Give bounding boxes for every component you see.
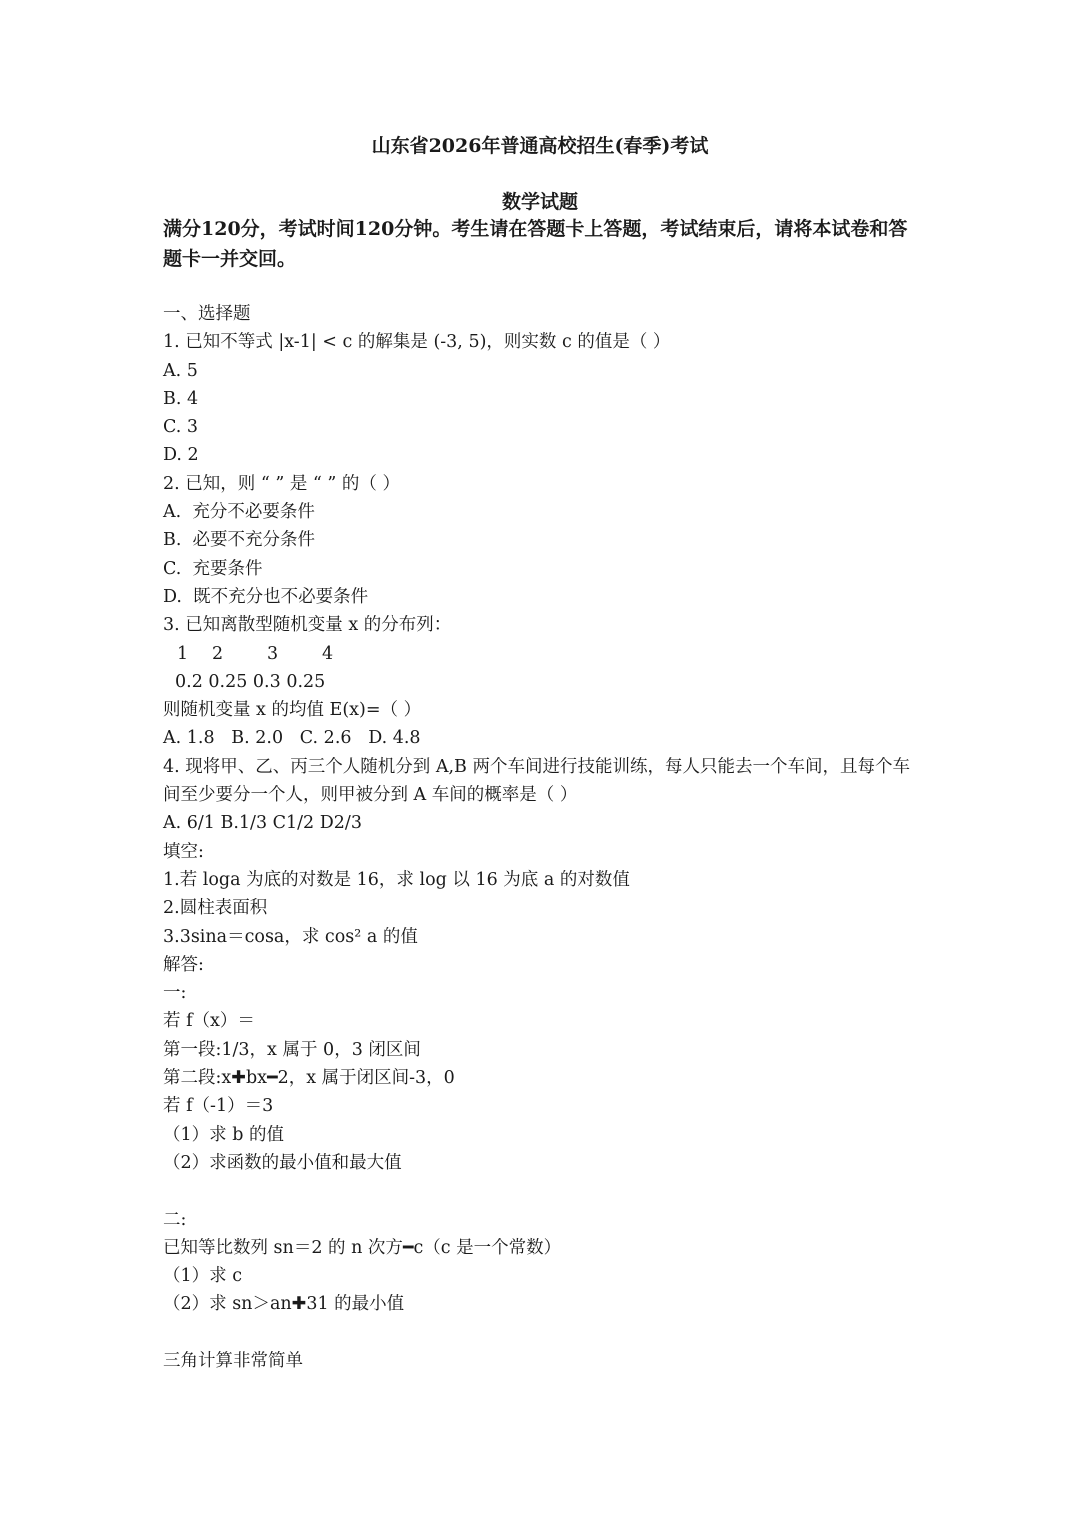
question-3-options: A. 1.8 B. 2.0 C. 2.6 D. 4.8 (163, 728, 421, 749)
problem-1-line-3-a: 第二段:x (163, 1068, 232, 1089)
problem-2-sub-1: （1）求 c (163, 1266, 242, 1287)
exam-title: 山东省2026年普通高校招生(春季)考试 (371, 135, 709, 157)
exam-body (163, 300, 923, 1375)
distribution-x-value: 1 (177, 643, 189, 664)
problem-2-sub-2 (163, 1290, 923, 1318)
plus-sign: ✚ (231, 1068, 246, 1089)
minus-sign: ━ (402, 1237, 414, 1258)
fill-item-3: 3.3sina＝cosa，求 cos² a 的值 (163, 926, 418, 947)
question-1-option-c: C. 3 (163, 417, 199, 438)
question-4-options: A. 6/1 B.1/3 C1/2 D2/3 (163, 813, 362, 834)
question-2-option-a: A. 充分不必要条件 (163, 502, 315, 523)
distribution-x-value: 4 (322, 643, 334, 664)
problem-2-line-1-b: c（c 是一个常数） (413, 1237, 562, 1258)
section-heading-answer: 解答: (163, 954, 204, 975)
problem-1-line-2: 第一段:1/3，x 属于 0，3 闭区间 (163, 1039, 421, 1060)
fill-item-1: 1.若 loga 为底的对数是 16，求 log 以 16 为底 a 的对数值 (163, 869, 630, 890)
minus-sign: ━ (267, 1068, 278, 1089)
question-2-option-c: C. 充要条件 (163, 558, 263, 579)
distribution-x-value: 2 (212, 643, 224, 664)
spacer (163, 1177, 923, 1205)
section-heading-choice: 一、选择题 (163, 304, 251, 324)
problem-1-line-3 (163, 1064, 923, 1092)
question-4-stem: 4. 现将甲、乙、丙三个人随机分到 A,B 两个车间进行技能训练，每人只能去一个车间，且每个车间至少要分一个人，则甲被分到 A 车间的概率是（ ） (163, 756, 910, 806)
exam-instructions: 满分120分，考试时间120分钟。考生请在答题卡上答题，考试结束后，请将本试卷和答题卡一并交回。 (163, 218, 908, 270)
problem-1-line-1: 若 f（x）＝ (163, 1011, 255, 1032)
problem-1-label: 一: (163, 983, 187, 1004)
problem-2-line-1-a: 已知等比数列 sn＝2 的 n 次方 (163, 1237, 403, 1258)
section-heading-fill: 填空: (163, 841, 204, 862)
problem-1-sub-2: （2）求函数的最小值和最大值 (163, 1152, 402, 1173)
question-2-stem: 2. 已知，则 “ ” 是 “ ” 的（ ） (163, 473, 400, 494)
question-1-option-a: A. 5 (163, 360, 198, 381)
question-1-option-d: D. 2 (163, 445, 199, 466)
problem-1-line-4: 若 f（-1）＝3 (163, 1096, 274, 1117)
question-3-ask: 则随机变量 x 的均值 E(x)=（ ） (163, 700, 422, 721)
exam-subtitle: 数学试题 (501, 191, 578, 213)
question-2-option-b: B. 必要不充分条件 (163, 530, 316, 551)
problem-2-line-1 (163, 1234, 923, 1262)
question-1-stem: 1. 已知不等式 |x-1| < c 的解集是 (-3, 5)，则实数 c 的值是（ ） (163, 332, 671, 353)
question-1-option-b: B. 4 (163, 388, 199, 409)
problem-1-line-3-c: 2，x 属于闭区间-3，0 (277, 1068, 455, 1089)
plus-sign: ✚ (291, 1294, 307, 1315)
closing-note: 三角计算非常简单 (163, 1350, 303, 1371)
distribution-x-value: 3 (267, 643, 279, 664)
question-2-option-d: D. 既不充分也不必要条件 (163, 586, 369, 607)
problem-2-sub-2-a: （2）求 sn＞an (163, 1294, 292, 1315)
problem-1-line-3-b: bx (245, 1068, 268, 1089)
problem-1-sub-1: （1）求 b 的值 (163, 1124, 284, 1145)
problem-2-label: 二: (163, 1209, 187, 1230)
question-3-stem: 3. 已知离散型随机变量 x 的分布列： (163, 615, 452, 636)
distribution-x-row (163, 640, 923, 668)
distribution-p-row: 0.2 0.25 0.3 0.25 (175, 671, 326, 692)
spacer (163, 1319, 923, 1347)
problem-2-sub-2-b: 31 的最小值 (306, 1294, 405, 1315)
fill-item-2: 2.圆柱表面积 (163, 898, 268, 919)
